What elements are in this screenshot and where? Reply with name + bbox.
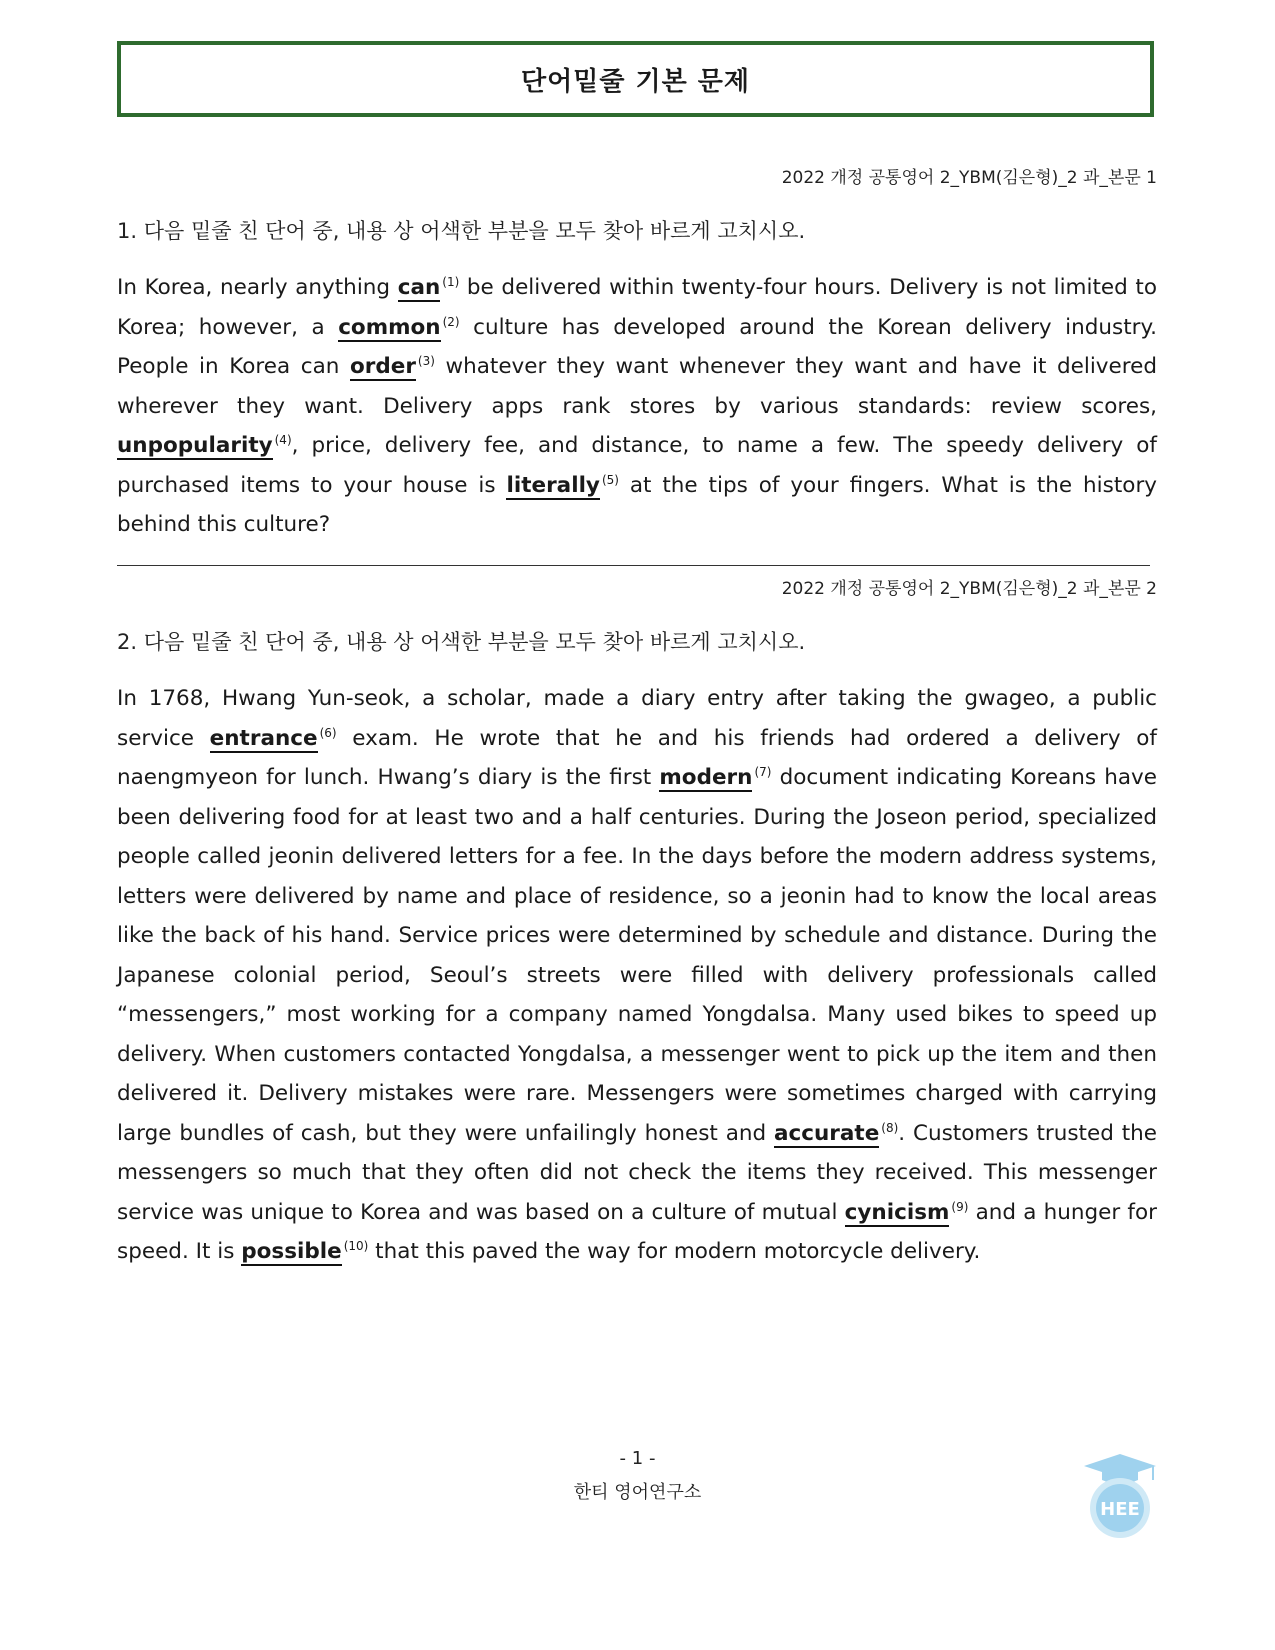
underlined-word-10: possible xyxy=(241,1239,342,1264)
underlined-word-9: cynicism xyxy=(844,1199,950,1225)
divider-line xyxy=(117,565,1150,566)
passage-text: and a hunger for speed. It is xyxy=(117,1199,1157,1264)
passage-text: . Customers trusted the messengers so much that they often did not check the items they received. This messenger service was unique to Korea and was based on a culture of mutual xyxy=(117,1120,1157,1225)
marker-3: (3) xyxy=(417,354,435,368)
passage-text: be delivered within twenty-four hours. Delivery is not limited to Korea; however, a xyxy=(117,275,1158,340)
underlined-word-2: common xyxy=(338,314,441,340)
marker-7: (7) xyxy=(754,765,772,779)
source-label-2: 2022 개정 공통영어 2_YBM(김은형)_2 과_본문 2 xyxy=(781,579,1157,599)
underlined-word-5: literally xyxy=(506,472,600,498)
passage-text: whatever they want whenever they want and have it delivered wherever they want. Delivery apps rank stores by various standards: review scores, xyxy=(117,354,1157,419)
passage-1 xyxy=(117,268,1157,545)
underlined-word-8: accurate xyxy=(774,1120,880,1146)
underlined-word-3: order xyxy=(349,354,416,379)
marker-4: (4) xyxy=(274,433,292,447)
marker-6: (6) xyxy=(319,725,337,740)
source-label-1: 2022 개정 공통영어 2_YBM(김은형)_2 과_본문 1 xyxy=(781,168,1157,188)
marker-9: (9) xyxy=(951,1199,969,1214)
marker-5: (5) xyxy=(601,472,619,487)
page-title: 단어밑줄 기본 문제 xyxy=(520,66,751,97)
underlined-word-6: entrance xyxy=(209,725,318,751)
question-2: 2. 다음 밑줄 친 단어 중, 내용 상 어색한 부분을 모두 찾아 바르게 고치시오. xyxy=(117,630,806,654)
passage-text: , price, delivery fee, and distance, to name a few. The speedy delivery of purchased items to your house is xyxy=(117,433,1157,498)
marker-2: (2) xyxy=(442,314,460,329)
marker-1: (1) xyxy=(442,275,460,289)
underlined-word-7: modern xyxy=(659,765,753,790)
question-1: 1. 다음 밑줄 친 단어 중, 내용 상 어색한 부분을 모두 찾아 바르게 고치시오. xyxy=(117,219,806,243)
marker-8: (8) xyxy=(881,1120,899,1135)
marker-10: (10) xyxy=(343,1239,369,1253)
title-box xyxy=(117,41,1154,117)
passage-text: that this paved the way for modern motorcycle delivery. xyxy=(368,1239,981,1264)
underlined-word-4: unpopularity xyxy=(117,433,273,458)
passage-2 xyxy=(117,679,1157,1272)
passage-text: In Korea, nearly anything xyxy=(117,275,398,300)
logo-text: HEE xyxy=(1100,1499,1140,1520)
passage-text: culture has developed around the Korean delivery industry. People in Korea can xyxy=(117,314,1158,379)
passage-text: document indicating Koreans have been delivering food for at least two and a half centuries. During the Joseon period, specialized people called jeonin delivered letters for a fee. In the days before the modern address systems, letters were delivered by name and place of residence, so a jeonin had to know the local areas like the back of his hand. Service prices were determined by schedule and distance. During the Japanese colonial period, Seoul’s streets were filled with delivery professionals called “messengers,” most working for a company named Yongdalsa. Many used bikes to speed up delivery. When customers contacted Yongdalsa, a messenger went to pick up the item and then delivered it. Delivery mistakes were rare. Messengers were sometimes charged with carrying large bundles of cash, but they were unfailingly honest and xyxy=(117,765,1157,1146)
passage-text: at the tips of your fingers. What is the history behind this culture? xyxy=(117,472,1158,537)
footer-org: 한티 영어연구소 xyxy=(573,1482,702,1503)
passage-text: In 1768, Hwang Yun-seok, a scholar, made a diary entry after taking the gwageo, a public service xyxy=(117,686,1157,751)
hee-logo xyxy=(1080,1452,1160,1540)
underlined-word-1: can xyxy=(397,275,441,300)
page-number: - 1 - xyxy=(619,1448,656,1469)
passage-text: exam. He wrote that he and his friends had ordered a delivery of naengmyeon for lunch. Hwang’s diary is the first xyxy=(117,725,1157,790)
